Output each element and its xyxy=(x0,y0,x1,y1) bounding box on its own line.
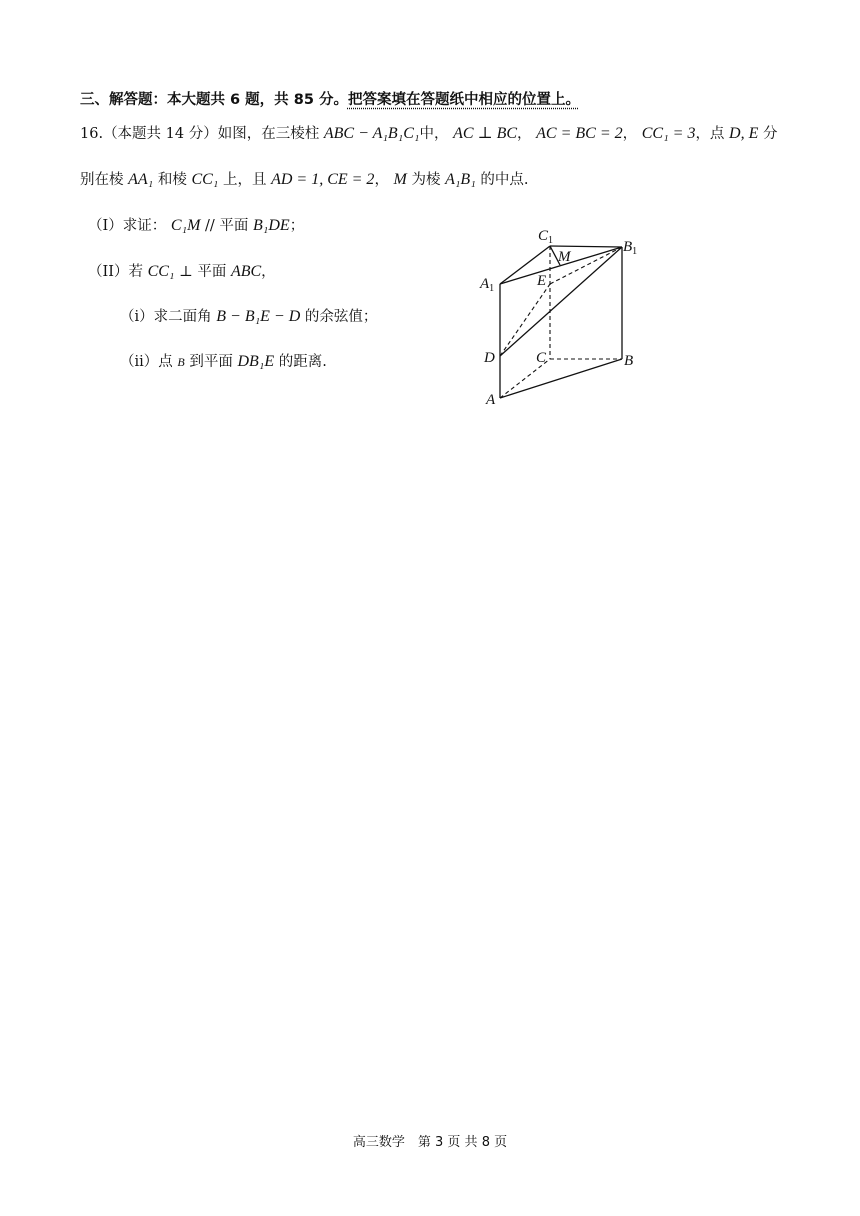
part-2-text: 平面 xyxy=(197,264,227,280)
edge-ab xyxy=(500,359,622,398)
plane-db1e: DB₁E xyxy=(237,353,275,370)
label-a: A xyxy=(486,392,496,408)
subpart-2-text: 到平面 xyxy=(189,354,233,370)
part-2-plane: ABC xyxy=(230,263,262,280)
label-m: M xyxy=(558,249,571,265)
segment-de-hidden xyxy=(500,284,550,356)
problem-text: 中， xyxy=(419,126,449,142)
section-instruction: 把答案填在答题纸中相应的位置上。 xyxy=(347,92,580,108)
parallel-symbol: // xyxy=(205,218,215,234)
problem-line-1 xyxy=(80,122,777,143)
label-c: C xyxy=(536,350,547,366)
subpart-2-label: （ii）点 xyxy=(120,354,173,370)
prism-figure xyxy=(470,222,650,412)
condition-height: CC₁ = 3 xyxy=(641,125,696,142)
part-1-line: C₁M xyxy=(170,217,201,234)
edge-c1b1 xyxy=(550,246,622,247)
problem-text: 分 xyxy=(762,126,778,142)
subpart-1 xyxy=(120,305,377,326)
problem-number: 16. xyxy=(80,126,104,142)
problem-text: 别在棱 xyxy=(80,172,124,188)
subpart-2-end: 的距离. xyxy=(278,354,327,370)
edge-aa1: AA₁ xyxy=(128,171,154,188)
subpart-2 xyxy=(120,350,327,371)
condition-lengths: AC = BC = 2 xyxy=(536,125,623,142)
page-footer: 高三数学 第 3 页 共 8 页 xyxy=(352,1135,508,1150)
problem-text: 上，且 xyxy=(222,172,267,188)
point-m: M xyxy=(393,171,407,188)
part-2-label: （II）若 xyxy=(88,264,143,280)
label-c1: $C_1$ xyxy=(538,228,554,246)
label-b1: $B_1$ xyxy=(623,239,638,257)
separator: ， xyxy=(622,126,638,142)
label-a1: $A_1$ xyxy=(480,276,495,294)
edge-a1b1: A₁B₁ xyxy=(445,171,476,188)
part-2 xyxy=(88,260,276,281)
problem-points: （本题共 14 分） xyxy=(103,126,218,142)
problem-text: 如图，在三棱柱 xyxy=(217,126,320,142)
separator: ， xyxy=(374,172,389,188)
problem-text: 的中点. xyxy=(480,172,529,188)
separator: ， xyxy=(261,264,276,280)
part-1-text: 平面 xyxy=(219,218,249,234)
subpart-1-label: （i）求二面角 xyxy=(120,309,212,325)
problem-text: 和棱 xyxy=(157,172,187,188)
dihedral-angle: B − B₁E − D xyxy=(216,308,301,325)
part-1 xyxy=(88,214,304,235)
condition-perpendicular: AC ⊥ BC xyxy=(453,125,518,142)
label-d: D xyxy=(484,350,495,366)
section-heading: 三、解答题：本大题共 6 题，共 85 分。 xyxy=(80,92,348,108)
part-2-edge: CC₁ xyxy=(147,263,175,280)
problem-line-2 xyxy=(80,168,528,189)
perpendicular-symbol: ⊥ xyxy=(179,264,193,280)
problem-text: ，点 xyxy=(695,126,725,142)
subpart-1-text: 的余弦值； xyxy=(304,309,378,325)
condition-ad-ce: AD = 1, CE = 2 xyxy=(271,171,375,188)
section-title xyxy=(80,88,580,109)
separator: ， xyxy=(517,126,532,142)
part-1-label: （I）求证： xyxy=(88,218,167,234)
label-b: B xyxy=(624,353,634,369)
part-1-plane: B₁DE xyxy=(253,217,290,234)
prism-name: ABC − A₁B₁C₁ xyxy=(323,125,420,142)
edge-cc1: CC₁ xyxy=(191,171,219,188)
point-b: B xyxy=(177,355,185,369)
points-d-e: D, E xyxy=(729,125,759,142)
problem-text: 为棱 xyxy=(411,172,441,188)
separator: ； xyxy=(289,218,305,234)
label-e: E xyxy=(537,273,547,289)
